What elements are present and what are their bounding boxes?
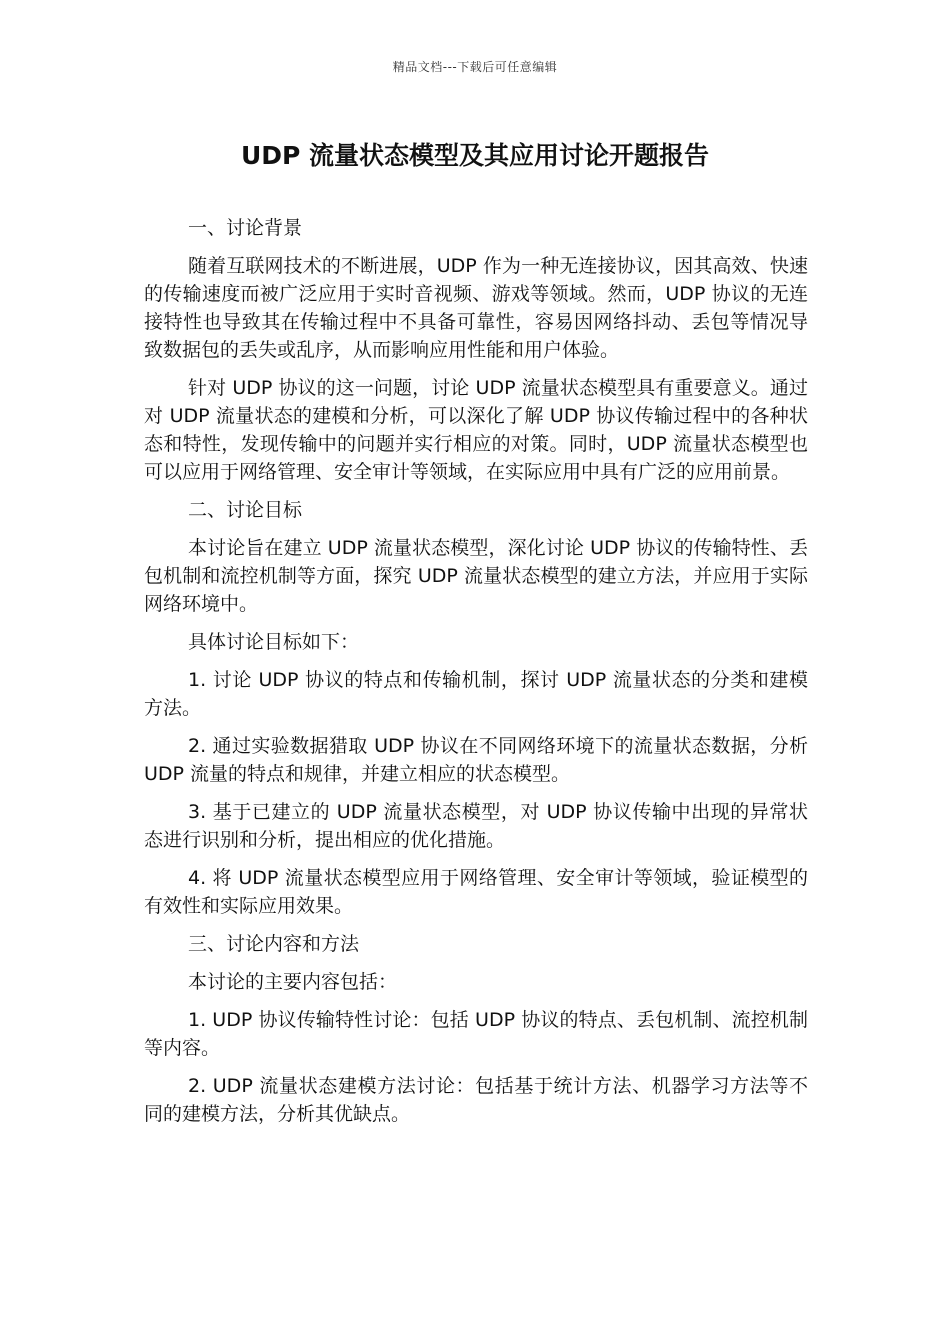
section-heading-background: 一、讨论背景 — [188, 217, 303, 239]
goal-item-3: 3. 基于已建立的 UDP 流量状态模型，对 UDP 协议传输中出现的异常状态进行识别和分析，提出相应的优化措施。 — [144, 801, 808, 851]
content-item-1: 1. UDP 协议传输特性讨论：包括 UDP 协议的特点、丢包机制、流控机制等内容。 — [144, 1009, 808, 1059]
goal-item-2: 2. 通过实验数据猎取 UDP 协议在不同网络环境下的流量状态数据，分析 UDP 流量的特点和规律，并建立相应的状态模型。 — [144, 735, 808, 785]
page-header-note: 精品文档---下载后可任意编辑 — [392, 60, 558, 74]
document-body — [144, 214, 808, 1138]
goal-item-4: 4. 将 UDP 流量状态模型应用于网络管理、安全审计等领域，验证模型的有效性和实际应用效果。 — [144, 867, 808, 917]
section-heading-content-methods: 三、讨论内容和方法 — [188, 933, 360, 955]
section-heading-goals: 二、讨论目标 — [188, 499, 303, 521]
goal-item-1: 1. 讨论 UDP 协议的特点和传输机制，探讨 UDP 流量状态的分类和建模方法。 — [144, 669, 808, 719]
content-list-intro: 本讨论的主要内容包括： — [188, 971, 398, 993]
content-item-2: 2. UDP 流量状态建模方法讨论：包括基于统计方法、机器学习方法等不同的建模方法，分析其优缺点。 — [144, 1075, 808, 1125]
paragraph-background-1: 随着互联网技术的不断进展，UDP 作为一种无连接协议，因其高效、快速的传输速度而被广泛应用于实时音视频、游戏等领域。然而，UDP 协议的无连接特性也导致其在传输过程中不具备可靠性，容易因网络抖动、丢包等情况导致数据包的丢失或乱序，从而影响应用性能和用户体验。 — [144, 255, 808, 361]
paragraph-goals-intro: 本讨论旨在建立 UDP 流量状态模型，深化讨论 UDP 协议的传输特性、丢包机制和流控机制等方面，探究 UDP 流量状态模型的建立方法，并应用于实际网络环境中。 — [144, 537, 808, 615]
goals-list-intro: 具体讨论目标如下： — [188, 631, 360, 653]
paragraph-background-2: 针对 UDP 协议的这一问题，讨论 UDP 流量状态模型具有重要意义。通过对 UDP 流量状态的建模和分析，可以深化了解 UDP 协议传输过程中的各种状态和特性，发现传输中的问题并实行相应的对策。同时，UDP 流量状态模型也可以应用于网络管理、安全审计等领域，在实际应用中具有广泛的应用前景。 — [144, 377, 808, 483]
document-title: UDP 流量状态模型及其应用讨论开题报告 — [240, 141, 710, 170]
